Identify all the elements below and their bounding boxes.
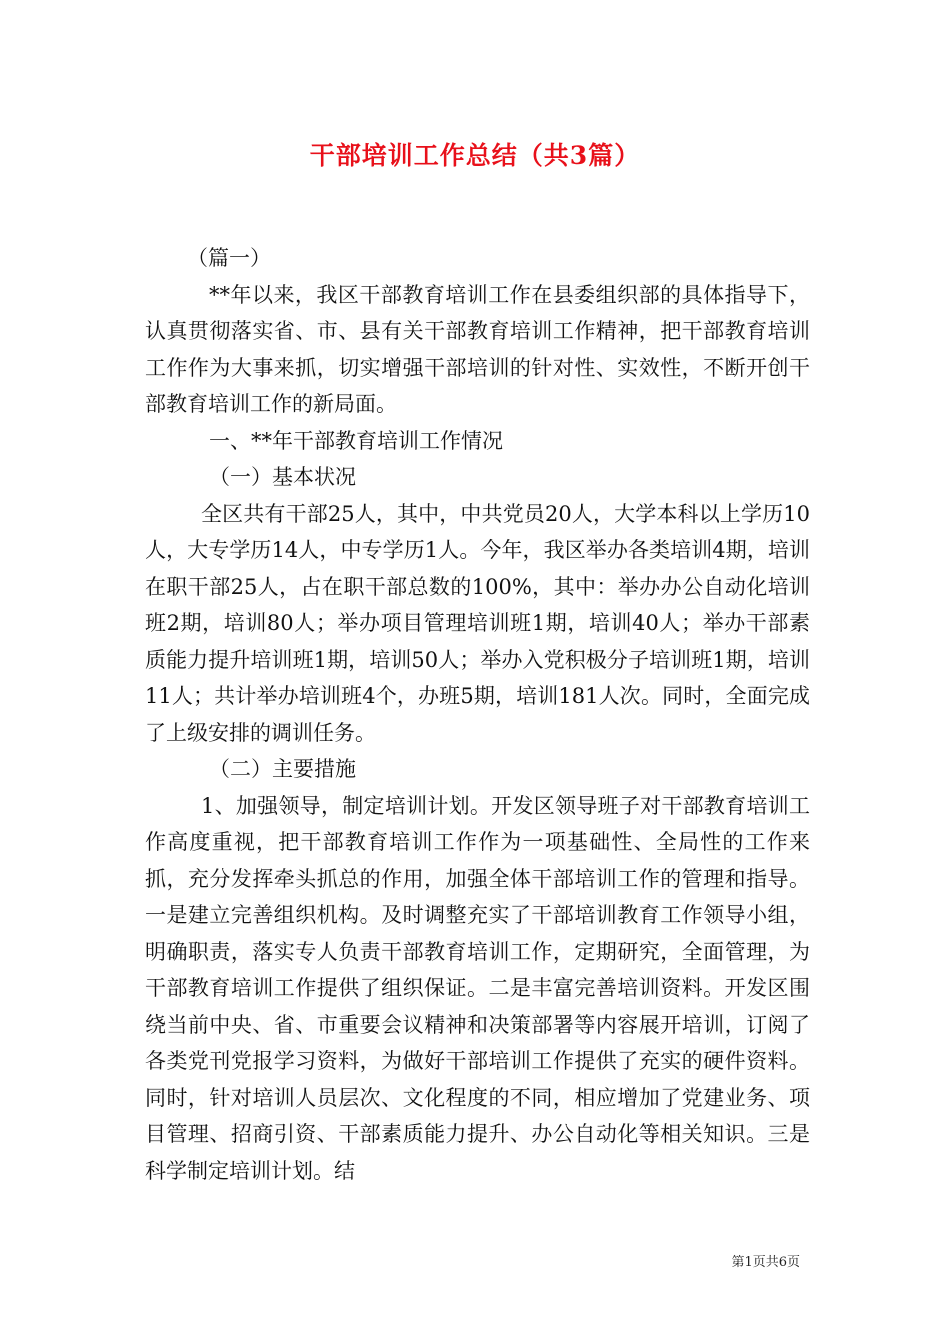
section-label: （篇一） [187,246,271,270]
heading-1: 一、**年干部教育培训工作情况 [209,428,503,453]
page-indicator: 第1页共6页 [731,1255,800,1270]
paragraph-basic: 全区共有干部25人，其中，中共党员20人，大学本科以上学历10人，大专学历14人，中专学历1人。今年，我区举办各类培训4期，培训在职干部25人，占在职干部总数的100%，其中：举办办公自动化培训班2期，培训80人；举办项目管理培训班1期，培训40人；举办干部素质能力提升培训班1期，培训50人；举办入党积极分子培训班1期，培训11人；共计举办培训班4个，办班5期，培训181人次。同时，全面完成了上级安排的调训任务。 [145,501,810,745]
document-title: 干部培训工作总结（共3篇） [309,141,641,170]
paragraph-intro: **年以来，我区干部教育培训工作在县委组织部的具体指导下，认真贯彻落实省、市、县有关干部教育培训工作精神，把干部教育培训工作作为大事来抓，切实增强干部培训的针对性、实效性，不断开创干部教育培训工作的新局面。 [145,282,810,416]
subheading-basic: （一）基本状况 [209,465,356,489]
document-body [145,240,810,1189]
subheading-measures: （二）主要措施 [209,757,356,781]
paragraph-measures: 1、加强领导，制定培训计划。开发区领导班子对干部教育培训工作高度重视，把干部教育培训工作作为一项基础性、全局性的工作来抓，充分发挥牵头抓总的作用，加强全体干部培训工作的管理和指导。一是建立完善组织机构。及时调整充实了干部培训教育工作领导小组，明确职责，落实专人负责干部教育培训工作，定期研究，全面管理，为干部教育培训工作提供了组织保证。二是丰富完善培训资料。开发区围绕当前中央、省、市重要会议精神和决策部署等内容展开培训，订阅了各类党刊党报学习资料，为做好干部培训工作提供了充实的硬件资料。同时，针对培训人员层次、文化程度的不同，相应增加了党建业务、项目管理、招商引资、干部素质能力提升、办公自动化等相关知识。三是科学制定培训计划。结 [145,793,810,1183]
